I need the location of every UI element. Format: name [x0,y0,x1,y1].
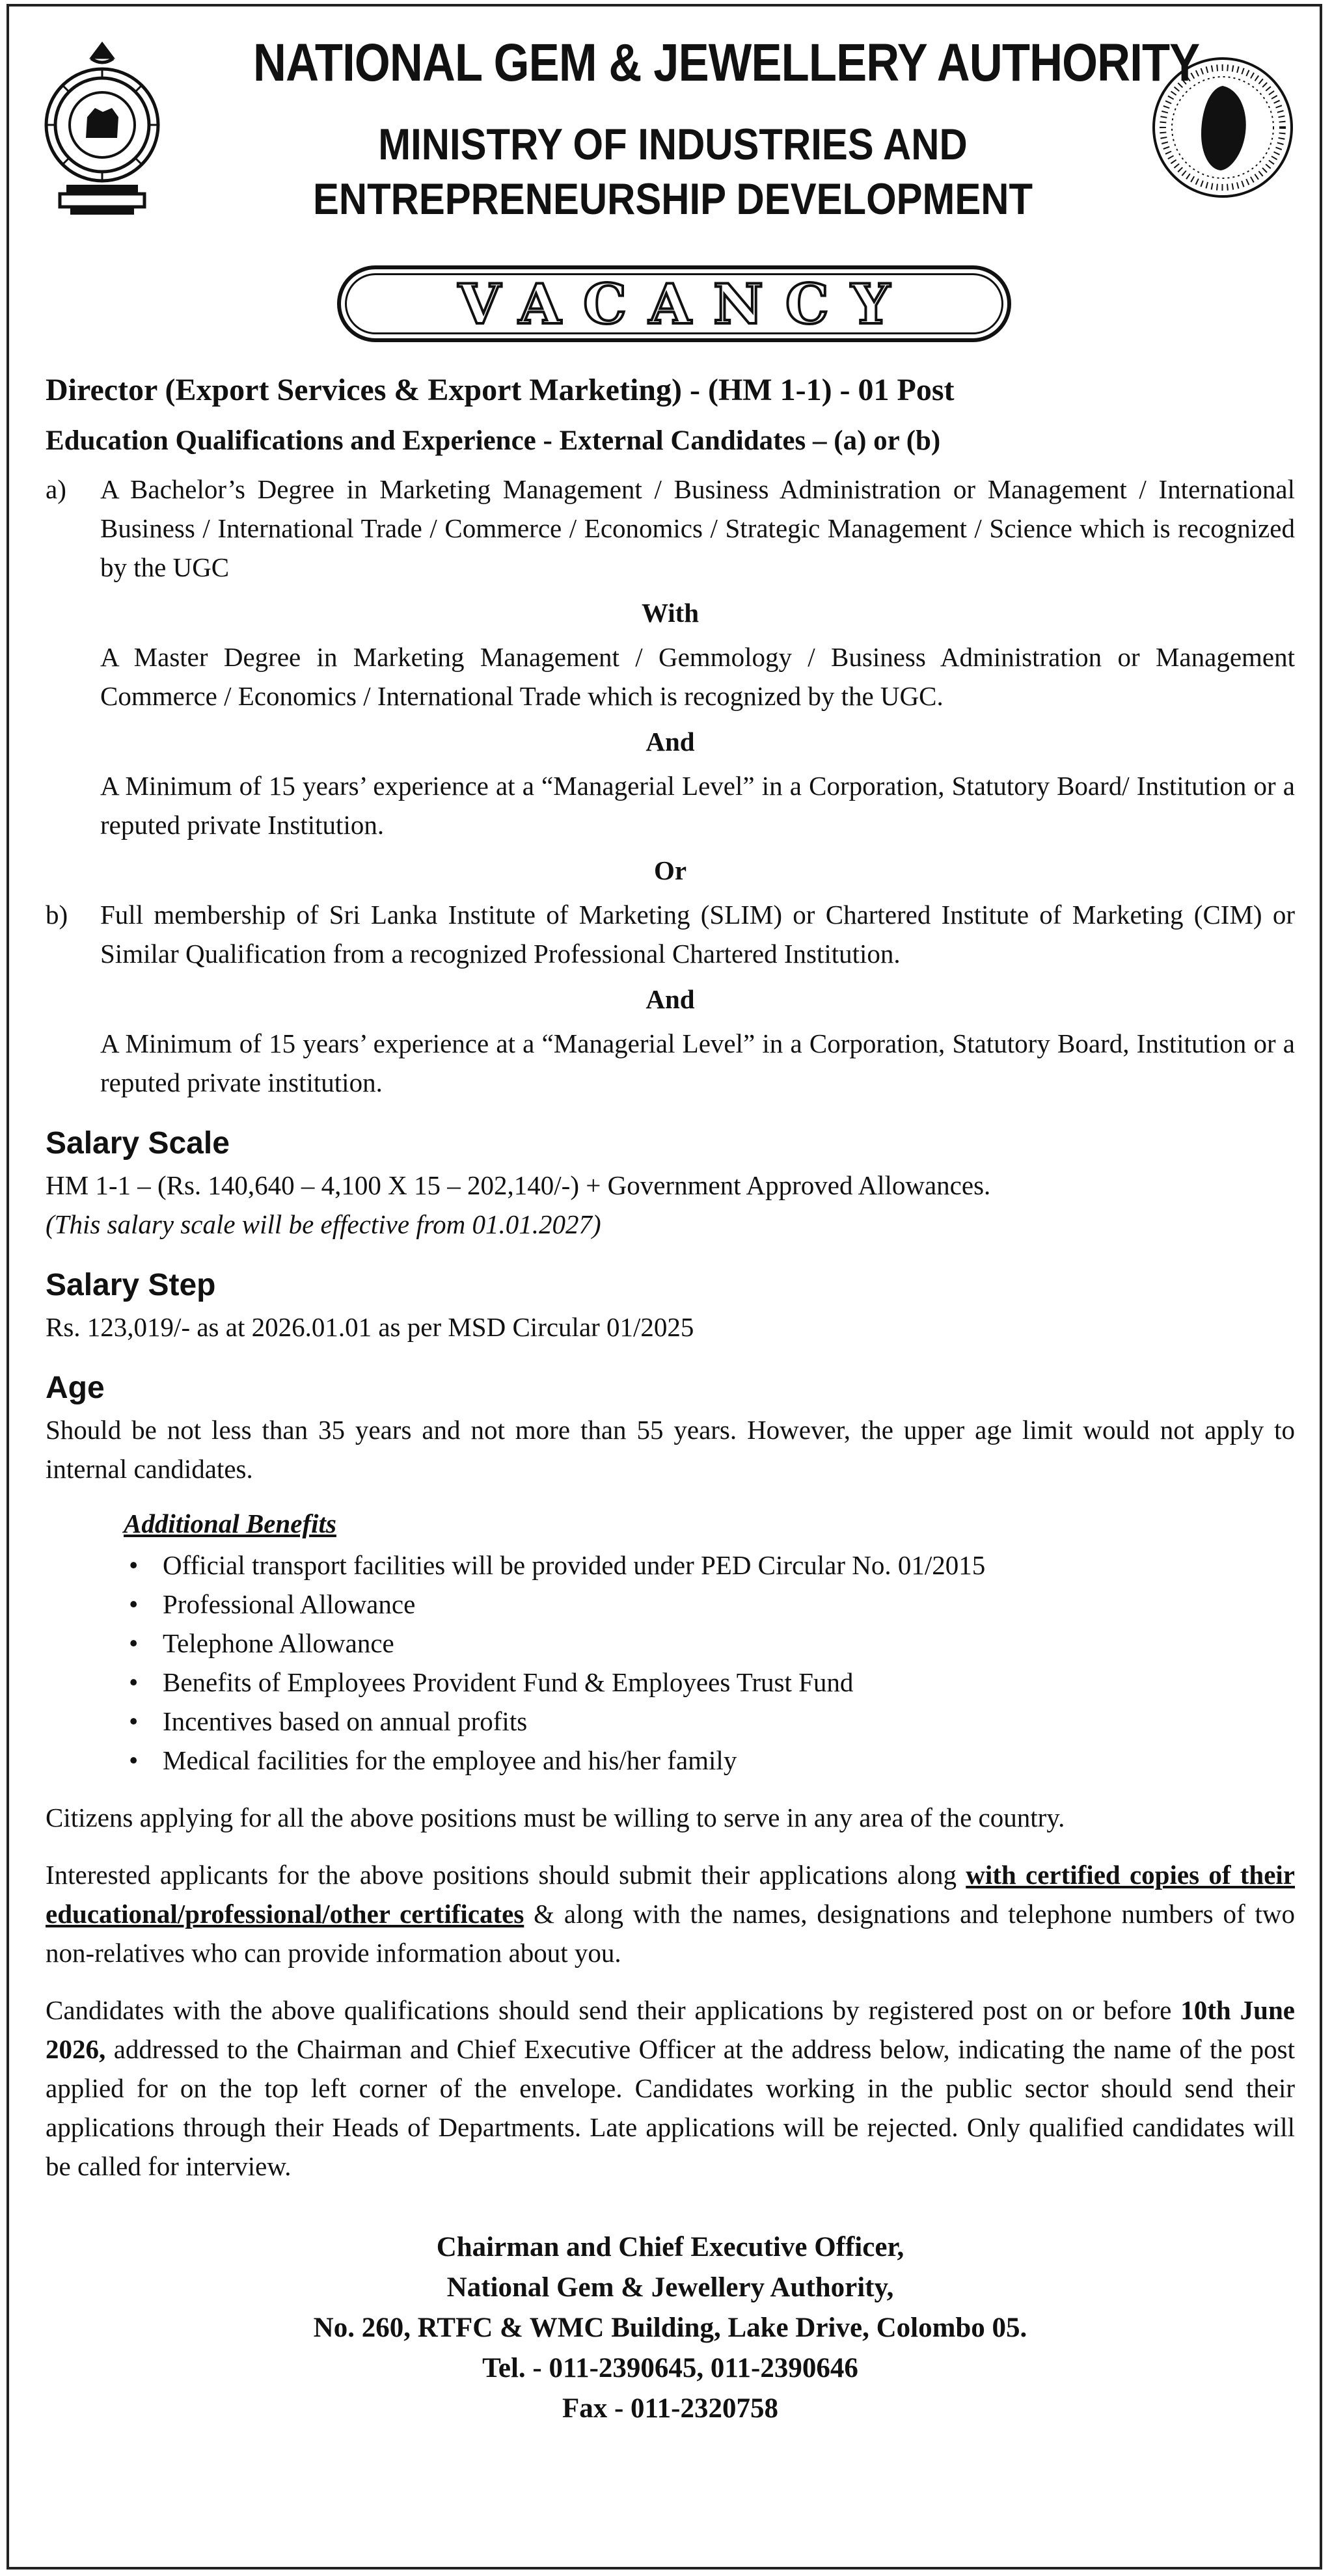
ministry-line-1: MINISTRY OF INDUSTRIES AND [378,120,968,169]
benefits-list [124,1546,1295,1780]
list-item [129,1585,1295,1624]
salary-step-heading: Salary Step [46,1268,216,1302]
vacancy-banner [337,265,1011,342]
interested-text-3: & along with the names, designations and telephone numbers of two non-relatives who can provide information about you. [46,1899,1295,1968]
citizens-paragraph: Citizens applying for all the above positions must be willing to serve in any area of the country. [46,1803,1065,1832]
notice-content [46,371,1295,2429]
address-line-1: Chairman and Chief Executive Officer, [436,2232,904,2262]
organization-name: NATIONAL GEM & JEWELLERY AUTHORITY [253,33,1200,92]
benefit-text: Medical facilities for the employee and his/her family [163,1745,737,1775]
age-text: Should be not less than 35 years and not more than 55 years. However, the upper age limit would not apply to internal candidates. [46,1415,1295,1484]
interested-text-1: Interested applicants for the above positions should submit their applications along [46,1860,966,1890]
bullet-icon: • [129,1667,139,1697]
conjunction-or: Or [653,855,687,885]
conjunction-with: With [641,598,700,628]
bullet-icon: • [129,1745,139,1775]
contact-address [46,2227,1295,2429]
experience-a-text: A Minimum of 15 years’ experience at a “Managerial Level” in a Corporation, Statutory Board/ Institution or a reputed private Institution. [100,771,1295,840]
closing-date: 10th June 2026, [46,1995,1295,2064]
interested-applicants-paragraph [46,1855,1295,1972]
list-item [129,1741,1295,1780]
candidates-text-1: Candidates with the above qualifications should send their applications by registered post on or before [46,1995,1181,2025]
option-a-text: A Bachelor’s Degree in Marketing Management / Business Administration or Management / International Business / International Trade / Commerce / Economics / Strategic Management / Science which is recognized by the UGC [100,474,1295,582]
option-b-text: Full membership of Sri Lanka Institute of Marketing (SLIM) or Chartered Institute of Marketing (CIM) or Similar Qualification from a recognized Professional Chartered Institution. [100,900,1295,969]
bullet-icon: • [129,1706,139,1736]
address-line-2: National Gem & Jewellery Authority, [446,2272,894,2303]
benefits-heading: Additional Benefits [124,1509,336,1538]
option-b [46,895,1295,973]
conjunction-and-1: And [646,727,695,757]
bullet-icon: • [129,1628,139,1658]
benefit-text: Telephone Allowance [163,1628,394,1658]
bullet-icon: • [129,1550,139,1580]
option-a-mark: a) [46,474,66,504]
salary-step-text: Rs. 123,019/- as at 2026.01.01 as per MSD Circular 01/2025 [46,1312,694,1342]
list-item [129,1702,1295,1741]
salary-scale-heading: Salary Scale [46,1126,230,1161]
education-heading: Education Qualifications and Experience - External Candidates – (a) or (b) [46,425,941,456]
age-heading: Age [46,1371,105,1405]
list-item [129,1624,1295,1663]
list-item [129,1663,1295,1702]
benefit-text: Official transport facilities will be provided under PED Circular No. 01/2015 [163,1550,986,1580]
option-a [46,470,1295,587]
salary-scale-text: HM 1-1 – (Rs. 140,640 – 4,100 X 15 – 202,140/-) + Government Approved Allowances. [46,1170,991,1200]
candidates-paragraph [46,1991,1295,2186]
option-b-mark: b) [46,900,68,930]
fax: Fax - 011-2320758 [562,2393,779,2424]
benefit-text: Professional Allowance [163,1589,416,1619]
benefit-text: Incentives based on annual profits [163,1706,528,1736]
master-degree-text: A Master Degree in Marketing Management / Gemmology / Business Administration or Management Commerce / Economics / International Trade which is recognized by the UGC. [100,642,1295,711]
certificates-emphasis: with certified copies of their educational/professional/other certificates [46,1860,1296,1929]
list-item [129,1546,1295,1585]
candidates-text-2: addressed to the Chairman and Chief Executive Officer at the address below, indicating the name of the post applied for on the top left corner of the envelope. Candidates working in the public sector should send their applications through their Heads of Departments. Late applications will be rejected. Only qualified candidates will be called for interview. [46,2034,1295,2181]
post-title: Director (Export Services & Export Marketing) - (HM 1-1) - 01 Post [46,373,955,407]
sri-lanka-emblem-icon [40,40,164,217]
ministry-line-2: ENTREPRENEURSHIP DEVELOPMENT [312,174,1033,224]
benefit-text: Benefits of Employees Provident Fund & Employees Trust Fund [163,1667,854,1697]
address-line-3: No. 260, RTFC & WMC Building, Lake Drive, Colombo 05. [313,2313,1027,2343]
conjunction-and-2: And [646,984,695,1014]
experience-b-text: A Minimum of 15 years’ experience at a “Managerial Level” in a Corporation, Statutory Board, Institution or a reputed private institution. [100,1028,1295,1097]
vacancy-banner-text: VACANCY [458,271,912,336]
telephone: Tel. - 011-2390645, 011-2390646 [482,2353,858,2383]
ministry-name [243,117,1102,226]
bullet-icon: • [129,1589,139,1619]
additional-benefits [124,1504,1295,1780]
salary-scale-note: (This salary scale will be effective from 01.01.2027) [46,1209,601,1239]
vacancy-notice [7,4,1322,2569]
